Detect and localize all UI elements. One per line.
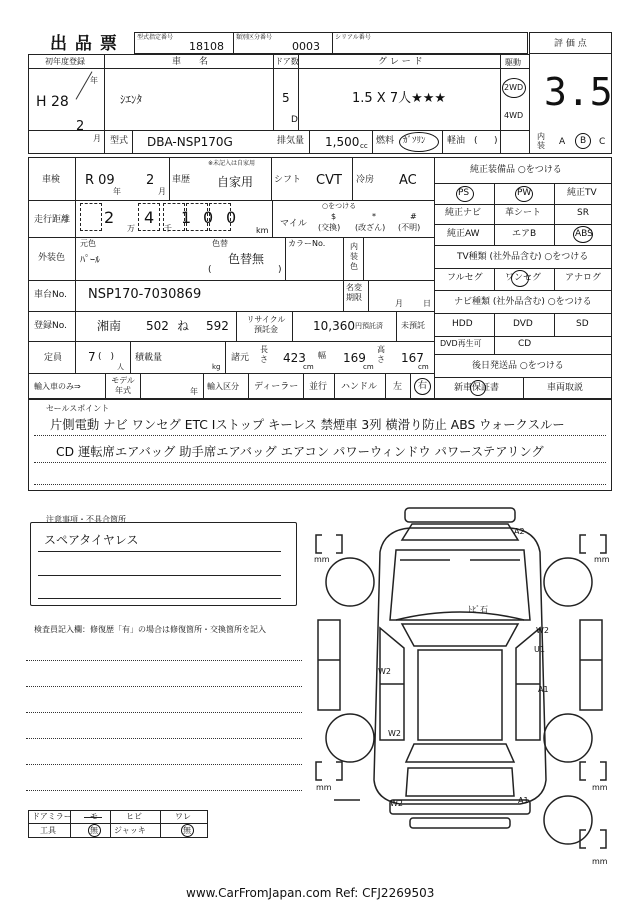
car-name-label: 車 名 [172, 57, 209, 67]
acc-break-label: ワレ [175, 812, 191, 821]
interior-color-label: 内装色 [350, 242, 358, 271]
mm-rear: mm [592, 857, 608, 866]
sales-line-2: CD 運転席エアバッグ 助手席エアバッグ エアコン パワーウィンドウ パワーステアリング [56, 445, 544, 459]
reg-area: 湘南 [97, 319, 122, 333]
mark-a2: A2 [514, 527, 525, 536]
usage-label: 車歴 [172, 175, 191, 185]
handle-label: ハンドル [341, 382, 378, 392]
mark-w2-left: W2 [378, 667, 391, 676]
length-cm: cm [303, 363, 314, 371]
sales-line-1: 片側電動 ナビ ワンセグ ETC Iストップ キーレス 禁煙車 3列 横滑り防止 ABS ウォークスルー [50, 418, 565, 432]
doors-value: 5 [282, 91, 290, 105]
mileage-digit-4: 0 [203, 208, 214, 227]
interior-a: A [559, 137, 566, 147]
expiry-day: 日 [423, 299, 431, 308]
interior-c: C [599, 137, 606, 147]
acc-jack-label: ジャッキ [114, 826, 146, 835]
interior-label: 内装 [537, 132, 545, 150]
notes-line-1: スペアタイヤレス [44, 533, 139, 547]
mileage-km: km [256, 226, 269, 235]
tv-title: TV種類 (社外品含む) ○をつける [457, 252, 589, 262]
mark-w2-left-rear: W2 [388, 729, 401, 738]
fuel-bracket-open: ( [474, 136, 478, 146]
chassis-label: 車台No. [34, 290, 67, 300]
load-label: 積載量 [135, 353, 163, 363]
inspection-label: 車検 [42, 175, 61, 185]
doors-label: ドア数 [275, 57, 299, 66]
width-cm: cm [363, 363, 374, 371]
mileage-unknown: (不明) [398, 223, 421, 232]
mileage-star: * [372, 212, 376, 221]
acc-crack-label: ヒビ [126, 812, 142, 821]
recycle-suffix: 円預託済 [355, 322, 383, 330]
mileage-dollar: $ [331, 212, 337, 221]
model-year-unit: 年 [190, 387, 198, 396]
original-color-label: 元色 [80, 239, 96, 248]
expiry-month: 月 [395, 299, 403, 308]
mileage-mile: マイル [280, 219, 307, 229]
height-cm: cm [418, 363, 429, 371]
capacity-paren: ( ) [98, 352, 115, 362]
acc-mirror-label: ドアミラー [32, 812, 72, 821]
navi-sd: SD [576, 319, 589, 329]
inspection-month-unit: 月 [158, 187, 166, 196]
fuel-label: 燃料 [376, 136, 395, 146]
category-value: 0003 [292, 40, 320, 53]
repaint-bracket-close: ) [278, 265, 282, 275]
length-value: 423 [283, 351, 306, 365]
tv-analog: アナログ [565, 273, 602, 283]
mileage-digit-1: 2 [104, 208, 115, 227]
color-label: 外装色 [38, 253, 66, 263]
usage-note: ※未記入は自家用 [208, 160, 256, 167]
category-box [233, 32, 333, 54]
fuel-light-oil: 軽油 [447, 136, 466, 146]
mark-a1-rear: A1 [518, 796, 529, 805]
reg-kana: ね [177, 319, 190, 333]
first-reg-year-unit: 年 [90, 76, 98, 85]
tv-oneseg: ワンセグ [505, 273, 542, 283]
ac-label: 冷房 [356, 175, 375, 185]
repaint-bracket-open: ( [208, 265, 212, 275]
inspection-month: 2 [146, 173, 155, 188]
model-spec-label: 型式指定番号 [137, 34, 174, 41]
mark-w2-right-front: W2 [536, 626, 549, 635]
reg-class: 502 [146, 319, 169, 333]
height-value: 167 [401, 351, 424, 365]
docs-manual: 車両取説 [547, 383, 584, 393]
mileage-digit-3: 1 [181, 208, 192, 227]
capacity-value: 7 [88, 350, 96, 364]
dealer-label: ディーラー [254, 382, 299, 392]
mileage-digit-2: 4 [144, 208, 155, 227]
inspection-year-unit: 年 [113, 187, 121, 196]
category-label: 類別区分番号 [236, 34, 273, 41]
mileage-circle-note: ○をつける [322, 202, 357, 210]
mm-tl: mm [314, 555, 330, 564]
chassis-value: NSP170-7030869 [88, 287, 202, 302]
equip-sr: SR [577, 208, 589, 218]
not-deposited: 未預託 [401, 321, 425, 330]
inspector-label: 検査員記入欄：修復歴「有」の場合は修復箇所・交換箇所を記入 [34, 625, 266, 634]
acc-mirror-value: モ [90, 812, 98, 821]
reg-label: 登録No. [34, 321, 67, 331]
first-reg-label: 初年度登録 [45, 57, 85, 66]
mileage-man: 万 [127, 224, 135, 233]
mm-br: mm [592, 783, 608, 792]
serial-box [332, 32, 528, 54]
equip-pw: PW [517, 188, 532, 198]
expiry-label: 名変期限 [346, 283, 362, 302]
model-year-label: モデル年式 [111, 376, 135, 395]
drive-label: 駆動 [505, 58, 521, 67]
fuel-bracket-close: ) [494, 136, 498, 146]
interior-b: B [580, 136, 587, 146]
width-value: 169 [343, 351, 366, 365]
mileage-altered: (改ざん) [355, 223, 386, 232]
mark-tobiishi: ﾄﾋﾞ石 [468, 605, 488, 614]
score-label: 評 価 点 [554, 39, 587, 49]
capacity-unit: 人 [117, 363, 124, 371]
first-reg-month: 2 [76, 119, 85, 134]
equip-aw: 純正AW [447, 229, 480, 239]
displacement-cc: cc [360, 142, 368, 150]
sales-label: セールスポイント [46, 404, 110, 413]
left-handle: 左 [393, 382, 403, 392]
score-value: 3.5 [544, 70, 613, 114]
inspection-era: R 09 [85, 173, 115, 188]
ac-value: AC [399, 173, 417, 188]
mileage-digit-5: 0 [226, 208, 237, 227]
import-label: 輸入車のみ⇒ [34, 382, 81, 391]
mileage-label: 走行距離 [34, 215, 71, 225]
tv-fullseg: フルセグ [447, 273, 483, 283]
genuine-title: 純正装備品 ○をつける [470, 165, 562, 175]
repaint-label: 色替 [212, 239, 228, 248]
drive-4wd: 4WD [504, 111, 524, 120]
footer-watermark: www.CarFromJapan.com Ref: CFJ2269503 [186, 886, 435, 900]
displacement-value: 1,500 [325, 135, 360, 149]
car-name-value: ｼｴﾝﾀ [120, 93, 142, 106]
length-label: 長さ [260, 345, 268, 364]
first-reg-era-year: H 28 [36, 94, 69, 110]
serial-label: シリアル番号 [335, 34, 371, 41]
load-unit: kg [212, 363, 221, 371]
displacement-label: 排気量 [277, 136, 305, 146]
shift-label: シフト [274, 175, 302, 185]
mm-tr: mm [594, 555, 610, 564]
equip-tv: 純正TV [567, 188, 597, 198]
usage-value: 自家用 [217, 175, 254, 189]
docs-warranty: 新車保証書 [454, 383, 500, 393]
import-class-label: 輸入区分 [207, 382, 239, 391]
fuel-gasoline: ｶﾞｿﾘﾝ [403, 136, 426, 146]
sheet-title: 出 品 票 [50, 34, 118, 54]
model-spec-value: 18108 [189, 40, 224, 53]
model-value: DBA-NSP170G [147, 135, 233, 149]
navi-dvd: DVD [513, 319, 533, 329]
acc-mirror-strike [84, 817, 102, 818]
grade-label: グ レ ー ド [378, 57, 423, 67]
right-handle: 右 [418, 381, 428, 391]
mileage-hash: # [410, 212, 417, 221]
mileage-exchange: (交換) [318, 223, 341, 232]
mark-w2-rear: W2 [390, 799, 403, 808]
navi-title: ナビ種類 (社外品含む) ○をつける [454, 297, 592, 307]
acc-tools-value: 無 [90, 826, 98, 835]
notes-label: 注意事項・不具合箇所 [46, 515, 126, 524]
height-label: 高さ [377, 345, 385, 364]
dims-label: 諸元 [231, 353, 250, 363]
mark-a1-right: A1 [538, 685, 549, 694]
drive-2wd: 2WD [504, 83, 524, 92]
grade-value: 1.5 X 7人★★★ [352, 91, 447, 106]
equip-airbag: エアB [512, 229, 537, 239]
doors-suffix: D [291, 115, 298, 125]
equip-ps: PS [458, 188, 470, 198]
docs-title: 後日発送品 ○をつける [472, 361, 564, 371]
dvd-playback: DVD再生可 [440, 339, 482, 348]
first-reg-month-unit: 月 [93, 134, 101, 143]
parallel-label: 並行 [309, 382, 328, 392]
model-spec-box [134, 32, 234, 54]
reg-number: 592 [206, 319, 229, 333]
color-no-label: カラーNo. [288, 239, 326, 248]
acc-tools-label: 工具 [40, 826, 56, 835]
model-label: 型式 [110, 136, 129, 146]
capacity-label: 定員 [44, 353, 63, 363]
mileage-sen: 千 [164, 224, 172, 233]
width-label: 幅 [318, 351, 326, 360]
car-damage-diagram [300, 500, 620, 870]
equip-leather: 革シート [505, 208, 542, 218]
repaint-value: 色替無 [228, 252, 265, 266]
equip-navi: 純正ナビ [445, 208, 482, 218]
mm-bl: mm [316, 783, 332, 792]
navi-hdd: HDD [452, 319, 473, 329]
mark-u1: U1 [534, 645, 545, 654]
equip-abs: ABS [575, 229, 593, 239]
cd-label: CD [518, 339, 532, 349]
recycle-label: リサイクル預託金 [246, 315, 286, 334]
acc-jack-value: 無 [183, 826, 191, 835]
original-color-value: ﾊﾟｰﾙ [80, 255, 100, 266]
recycle-value: 10,360 [313, 319, 355, 333]
shift-value: CVT [316, 173, 342, 188]
